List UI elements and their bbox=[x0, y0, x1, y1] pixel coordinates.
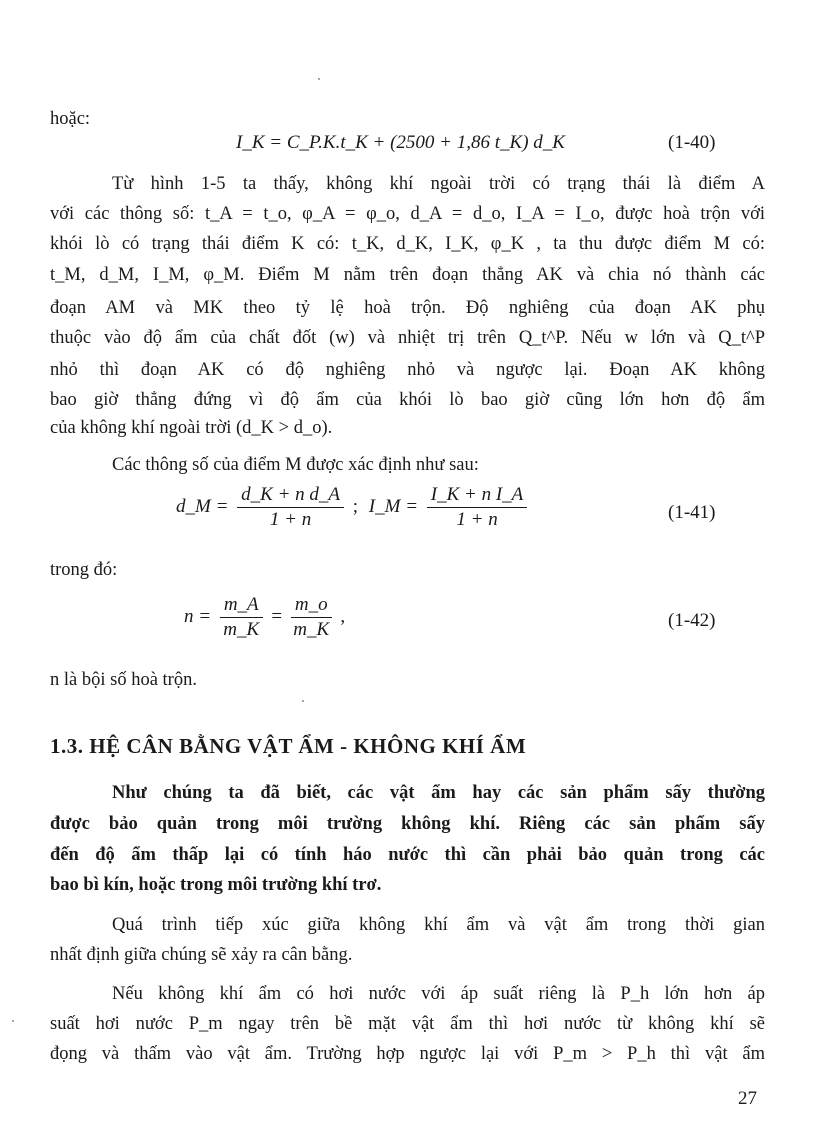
dm-numerator: d_K + n d_A bbox=[237, 484, 344, 508]
hoac-label: hoặc: bbox=[50, 109, 91, 129]
n-fraction-2-numerator: m_o bbox=[291, 594, 332, 618]
n-fraction-2-denominator: m_K bbox=[293, 619, 330, 640]
page-number: 27 bbox=[738, 1088, 757, 1109]
n-lhs: n = bbox=[184, 605, 212, 627]
dm-lhs: d_M = bbox=[176, 495, 229, 517]
im-denominator: 1 + n bbox=[456, 509, 498, 530]
n-fraction-1-numerator: m_A bbox=[220, 594, 263, 618]
trong-do-label: trong đó: bbox=[50, 560, 118, 580]
paragraph-1-line-9: của không khí ngoài trời (d_K > d_o). bbox=[50, 418, 333, 438]
paragraph-1-line-2: với các thông số: t_A = t_o, φ_A = φ_o, d_A = d_o, I_A = I_o, được hoà trộn với bbox=[50, 204, 765, 224]
equation-1-41 bbox=[176, 484, 531, 531]
dm-fraction bbox=[237, 484, 344, 531]
scan-speck bbox=[302, 700, 304, 702]
paragraph-1-line-4: t_M, d_M, I_M, φ_M. Điểm M nằm trên đoạn thẳng AK và chia nó thành các bbox=[50, 265, 765, 285]
im-lhs: I_M = bbox=[368, 495, 419, 517]
scan-speck bbox=[12, 1020, 14, 1022]
equals-sign: = bbox=[271, 605, 283, 627]
paragraph-5-line-2: suất hơi nước P_m ngay trên bề mặt vật ẩm thì hơi nước từ không khí sẽ bbox=[50, 1014, 765, 1034]
paragraph-1-line-6: thuộc vào độ ẩm của chất đốt (w) và nhiệt trị trên Q_t^P. Nếu w lớn và Q_t^P bbox=[50, 328, 765, 348]
paragraph-1-line-5: đoạn AM và MK theo tỷ lệ hoà trộn. Độ nghiêng của đoạn AK phụ bbox=[50, 298, 765, 318]
equation-1-42 bbox=[184, 594, 345, 641]
paragraph-3-line-2: được bảo quản trong môi trường không khí. Riêng các sản phẩm sấy bbox=[50, 814, 765, 834]
paragraph-1-line-1: Từ hình 1-5 ta thấy, không khí ngoài trời có trạng thái là điểm A bbox=[112, 174, 765, 194]
paragraph-3-line-1: Như chúng ta đã biết, các vật ẩm hay các sản phẩm sấy thường bbox=[112, 783, 765, 803]
equation-number-1-41: (1-41) bbox=[668, 502, 716, 523]
n-fraction-2 bbox=[291, 594, 332, 641]
dm-denominator: 1 + n bbox=[269, 509, 312, 530]
paragraph-5-line-3: đọng và thấm vào vật ẩm. Trường hợp ngược lại với P_m > P_h thì vật ẩm bbox=[50, 1044, 765, 1064]
n-fraction-1-denominator: m_K bbox=[223, 619, 260, 640]
paragraph-3-line-4: bao bì kín, hoặc trong môi trường khí trơ. bbox=[50, 875, 382, 895]
equation-number-1-42: (1-42) bbox=[668, 610, 716, 631]
paragraph-4-line-2: nhất định giữa chúng sẽ xảy ra cân bằng. bbox=[50, 945, 353, 965]
equation-number-1-40: (1-40) bbox=[668, 132, 716, 153]
n-fraction-1 bbox=[220, 594, 263, 641]
paragraph-2: Các thông số của điểm M được xác định như sau: bbox=[112, 455, 479, 475]
im-numerator: I_K + n I_A bbox=[427, 484, 528, 508]
scan-speck bbox=[318, 78, 320, 80]
paragraph-1-line-3: khói lò có trạng thái điểm K có: t_K, d_K, I_K, φ_K , ta thu được điểm M có: bbox=[50, 234, 765, 254]
section-heading: 1.3. HỆ CÂN BẰNG VẬT ẨM - KHÔNG KHÍ ẨM bbox=[50, 734, 527, 758]
n-definition: n là bội số hoà trộn. bbox=[50, 670, 197, 690]
separator: ; bbox=[352, 495, 359, 517]
comma: , bbox=[340, 605, 346, 627]
paragraph-3-line-3: đến độ ẩm thấp lại có tính háo nước thì cần phải bảo quản trong các bbox=[50, 845, 765, 865]
equation-1-40: I_K = C_P.K.t_K + (2500 + 1,86 t_K) d_K bbox=[236, 132, 565, 153]
im-fraction bbox=[427, 484, 528, 531]
paragraph-1-line-7: nhỏ thì đoạn AK có độ nghiêng nhỏ và ngược lại. Đoạn AK không bbox=[50, 360, 765, 380]
paragraph-5-line-1: Nếu không khí ẩm có hơi nước với áp suất riêng là P_h lớn hơn áp bbox=[112, 984, 765, 1004]
paragraph-1-line-8: bao giờ thẳng đứng vì độ ẩm của khói lò bao giờ cũng lớn hơn độ ẩm bbox=[50, 390, 765, 410]
paragraph-4-line-1: Quá trình tiếp xúc giữa không khí ẩm và vật ẩm trong thời gian bbox=[112, 915, 765, 935]
